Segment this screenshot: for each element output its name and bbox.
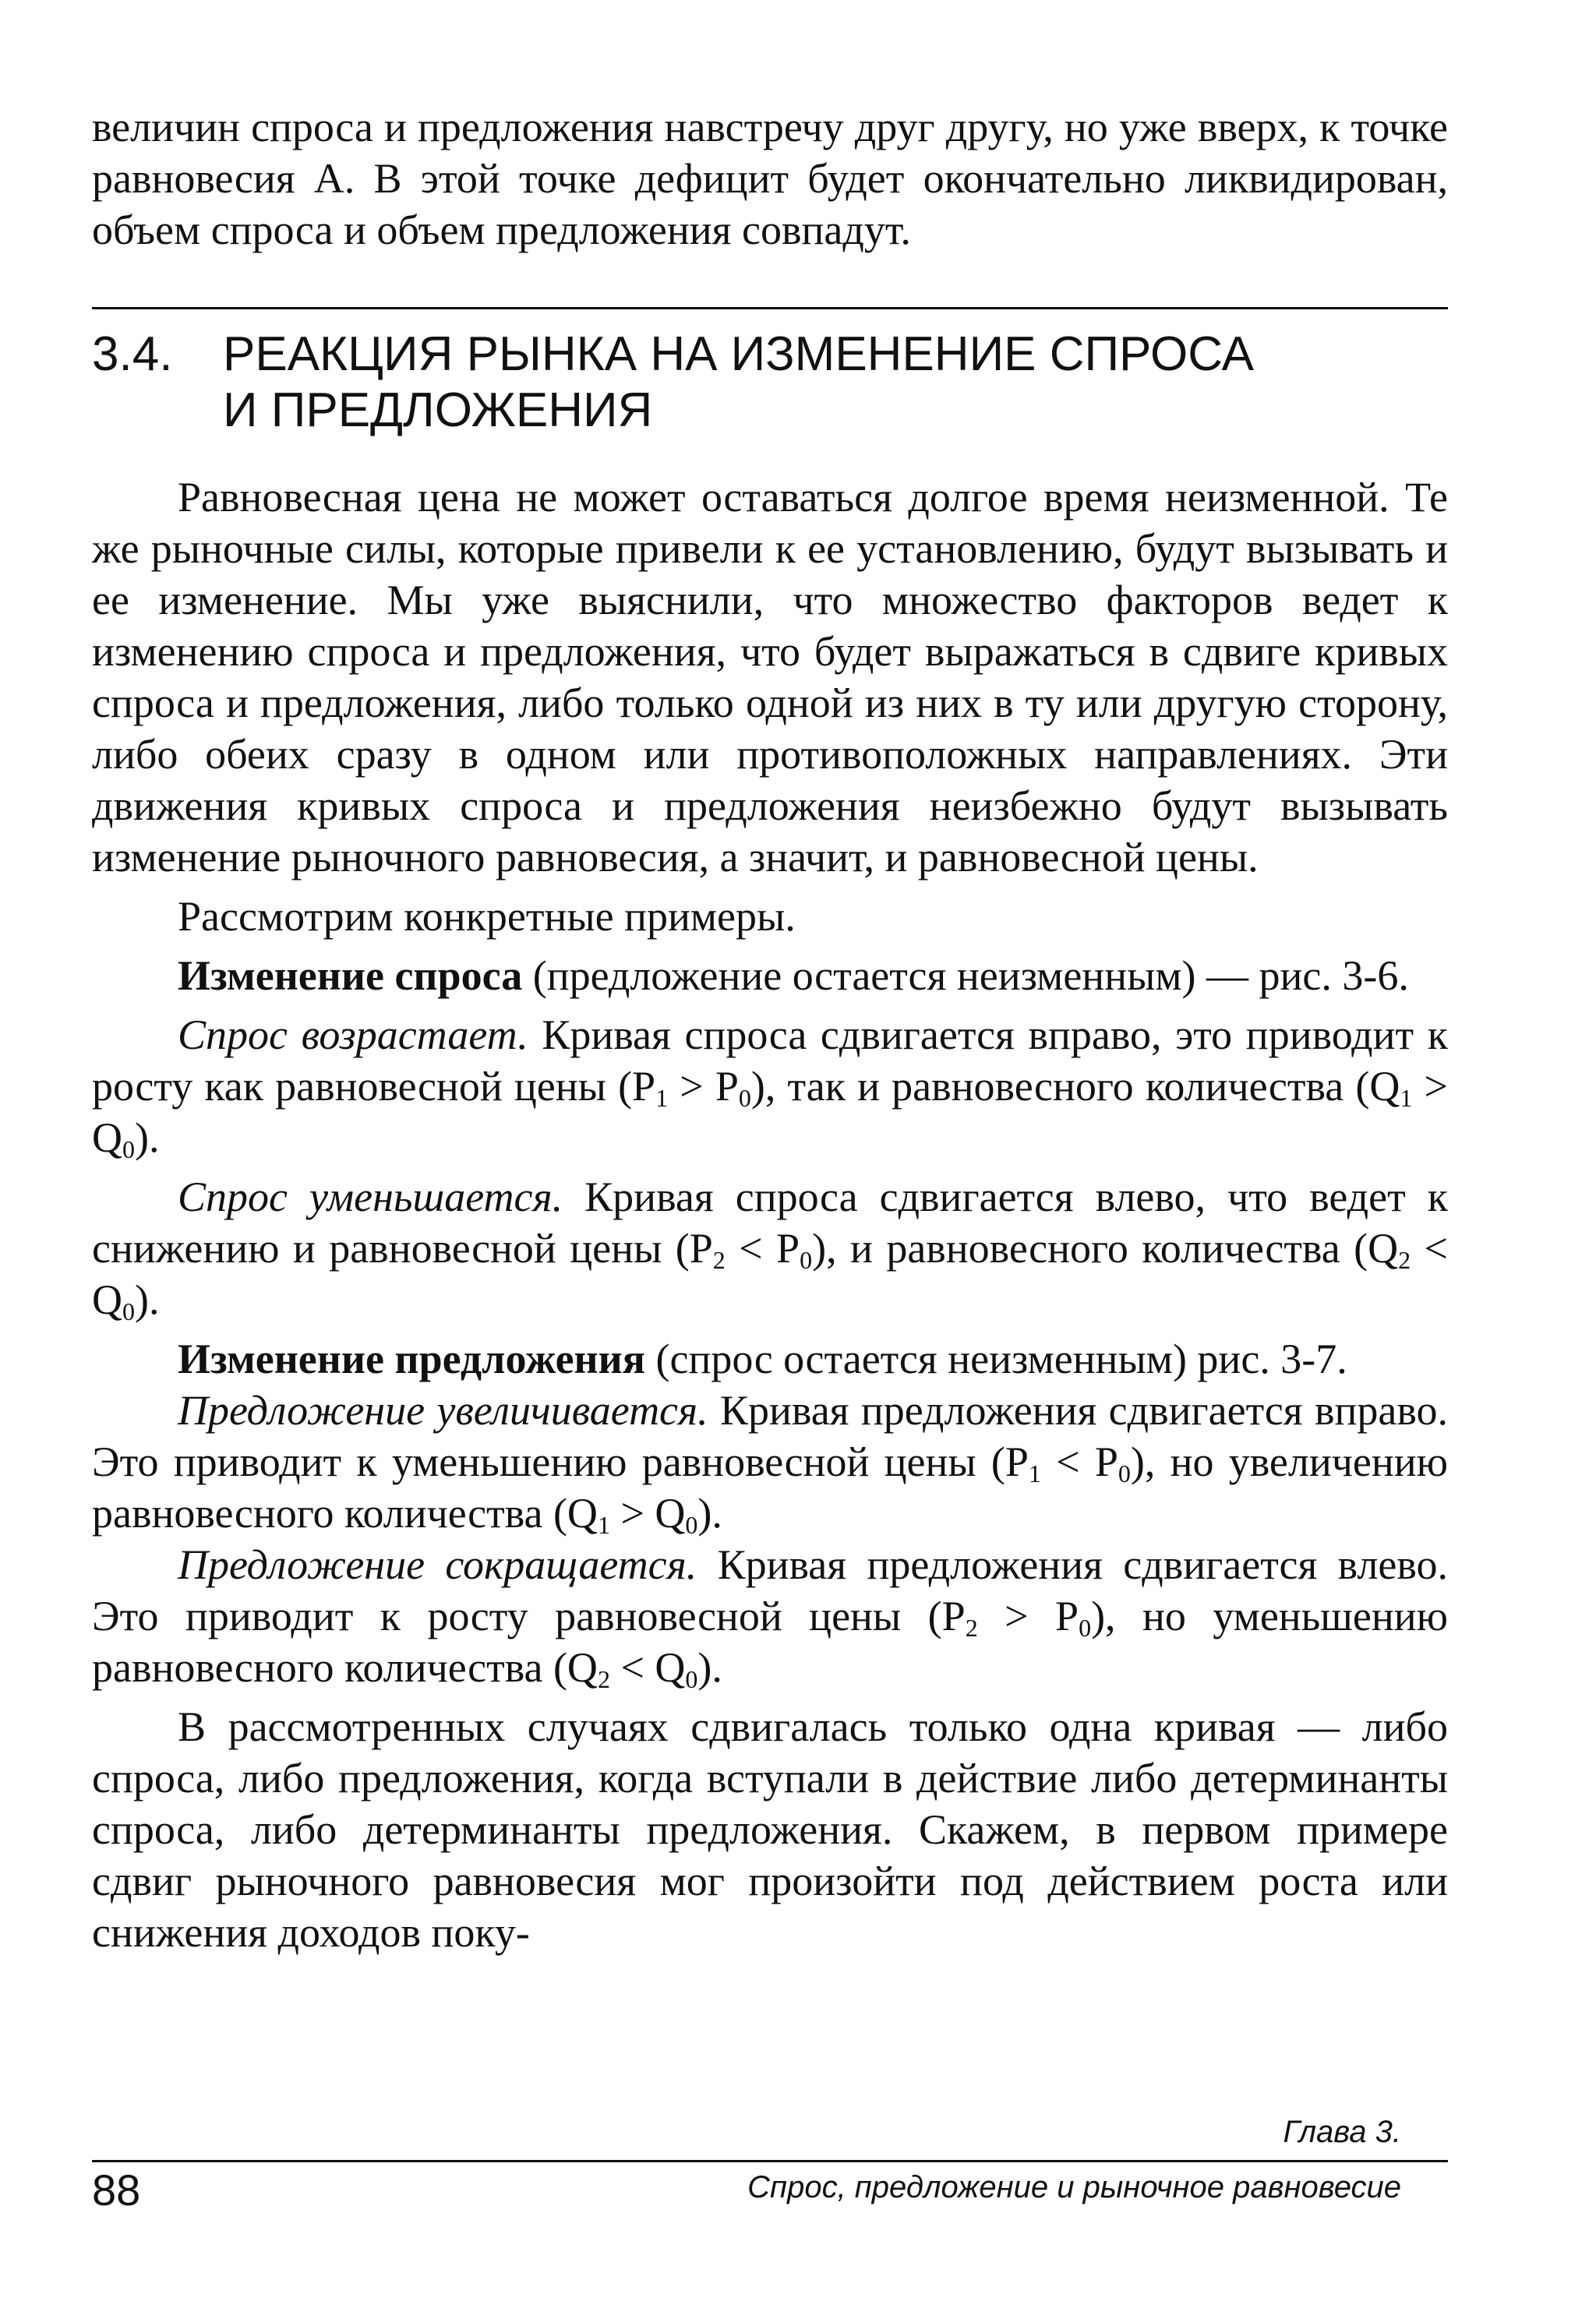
page-number: 88 — [92, 2165, 141, 2215]
section-title — [223, 326, 1448, 439]
paragraph-4-text-d: > Q — [92, 1063, 1448, 1161]
paragraph-9: В рассмотренных случаях сдвигалась только одна кривая — либо спроса, либо предложения, когда вступали в действие либо детерминанты спроса, либо детерминанты предложения. Скажем, в первом примере сдвиг рыночного равновесия мог произойти под действием роста или снижения доходов поку- — [92, 1703, 1448, 1956]
paragraph-8-text-a: Кривая предложения сдвигается влево. Это приводит к росту равновесной цены (P — [92, 1541, 1448, 1639]
paragraph-5-italic: Спрос уменьшается. — [178, 1173, 563, 1220]
subscript: 1 — [597, 1511, 610, 1539]
section-title-line2: И ПРЕДЛОЖЕНИЯ — [223, 383, 653, 437]
subscript: 0 — [122, 1297, 135, 1325]
paragraph-7-text-c: ), но увеличению равновесного количества (Q — [92, 1438, 1448, 1537]
paragraph-7-text-e: ). — [697, 1490, 722, 1537]
paragraph-7-text-d: > Q — [609, 1490, 686, 1537]
paragraph-7-text-a: Кривая предложения сдвигается вправо. Это приводит к уменьшению равновесной цены (P — [92, 1387, 1448, 1485]
paragraph-6-text: (спрос остается неизменным) рис. 3-7. — [645, 1336, 1347, 1382]
paragraph-5 — [92, 1171, 1448, 1325]
section-heading — [92, 326, 1448, 439]
chapter-label: Глава 3. — [1283, 2115, 1401, 2149]
section-title-line1: РЕАКЦИЯ РЫНКА НА ИЗМЕНЕНИЕ СПРОСА — [223, 327, 1255, 381]
subscript: 2 — [712, 1246, 726, 1274]
paragraph-7 — [92, 1385, 1448, 1539]
section-3-4 — [92, 307, 1448, 439]
paragraph-5-text-d: < Q — [92, 1225, 1448, 1323]
paragraph-4-text-e: ). — [135, 1114, 160, 1161]
paragraph-6 — [92, 1333, 1448, 1385]
subscript: 0 — [1118, 1459, 1131, 1488]
paragraph-4 — [92, 1009, 1448, 1163]
subscript: 2 — [597, 1665, 610, 1693]
paragraph-1: Равновесная цена не может оставаться долгое время неизменной. Те же рыночные силы, которые привели к ее установлению, будут вызывать и ее изменение. Мы уже выяснили, что множество факторов ведет к изменению спроса и предложения, что будет выражаться в сдвиге кривых спроса и предложения, либо только одной из них в ту или другую сторону, либо обеих сразу в одном или противоположных направлениях. Эти движения кривых спроса и предложения неизбежно будут вызывать изменение рыночного равновесия, а значит, и равновесной цены. — [92, 474, 1448, 881]
intro-paragraph: величин спроса и предложения навстречу друг другу, но уже вверх, к точке равновесия А. В этой точке дефицит будет окончательно ликвидирован, объем спроса и объем предложения совпадут. — [92, 104, 1448, 253]
paragraph-8-text-c: ), но уменьшению равновесного количества (Q — [92, 1593, 1448, 1691]
paragraph-6-bold: Изменение предложения — [178, 1336, 645, 1382]
paragraph-4-italic: Спрос возрастает. — [178, 1011, 528, 1058]
subscript: 0 — [122, 1135, 135, 1163]
subscript: 0 — [800, 1246, 813, 1274]
paragraph-2: Рассмотрим конкретные примеры. — [178, 893, 796, 940]
footer-rule — [92, 2160, 1448, 2162]
paragraph-4-text-c: ), так и равновесного количества (Q — [750, 1063, 1400, 1110]
subscript: 2 — [1398, 1246, 1411, 1274]
footer-row — [92, 2167, 1448, 2214]
paragraph-5-text-c: ), и равновесного количества (Q — [812, 1225, 1399, 1272]
paragraph-5-text-a: Кривая спроса сдвигается влево, что ведет к снижению и равновесной цены (P — [92, 1173, 1448, 1272]
subscript: 0 — [685, 1665, 698, 1693]
paragraph-7-italic: Предложение увеличивается. — [178, 1387, 708, 1434]
subscript: 0 — [685, 1511, 698, 1539]
section-number: 3.4. — [92, 327, 173, 381]
paragraph-8-text-b: > P — [977, 1593, 1079, 1639]
subscript: 0 — [738, 1084, 751, 1112]
running-title: Спрос, предложение и рыночное равновесие — [747, 2170, 1401, 2204]
paragraph-7-text-b: < P — [1040, 1438, 1118, 1485]
subscript: 0 — [1079, 1614, 1092, 1642]
paragraph-5-text-b: < P — [725, 1225, 800, 1272]
page-footer — [92, 2113, 1448, 2214]
subscript: 2 — [965, 1614, 978, 1642]
subscript: 1 — [1400, 1084, 1413, 1112]
paragraph-4-text-b: > P — [668, 1063, 739, 1110]
paragraph-5-text-e: ). — [135, 1276, 160, 1323]
paragraph-8 — [92, 1539, 1448, 1693]
paragraph-8-text-d: < Q — [609, 1644, 686, 1691]
subscript: 1 — [1028, 1459, 1041, 1488]
paragraph-3-text: (предложение остается неизменным) — рис. 3-6. — [522, 952, 1409, 999]
paragraph-3 — [92, 950, 1448, 1001]
paragraph-8-italic: Предложение сокращается. — [178, 1541, 697, 1588]
section-top-rule — [92, 307, 1448, 309]
paragraph-8-text-e: ). — [697, 1644, 722, 1691]
subscript: 1 — [655, 1084, 669, 1112]
page-body — [92, 101, 1448, 1958]
paragraph-3-bold: Изменение спроса — [178, 952, 523, 999]
paragraph-4-text-a: Кривая спроса сдвигается вправо, это приводит к росту как равновесной цены (P — [92, 1011, 1448, 1110]
